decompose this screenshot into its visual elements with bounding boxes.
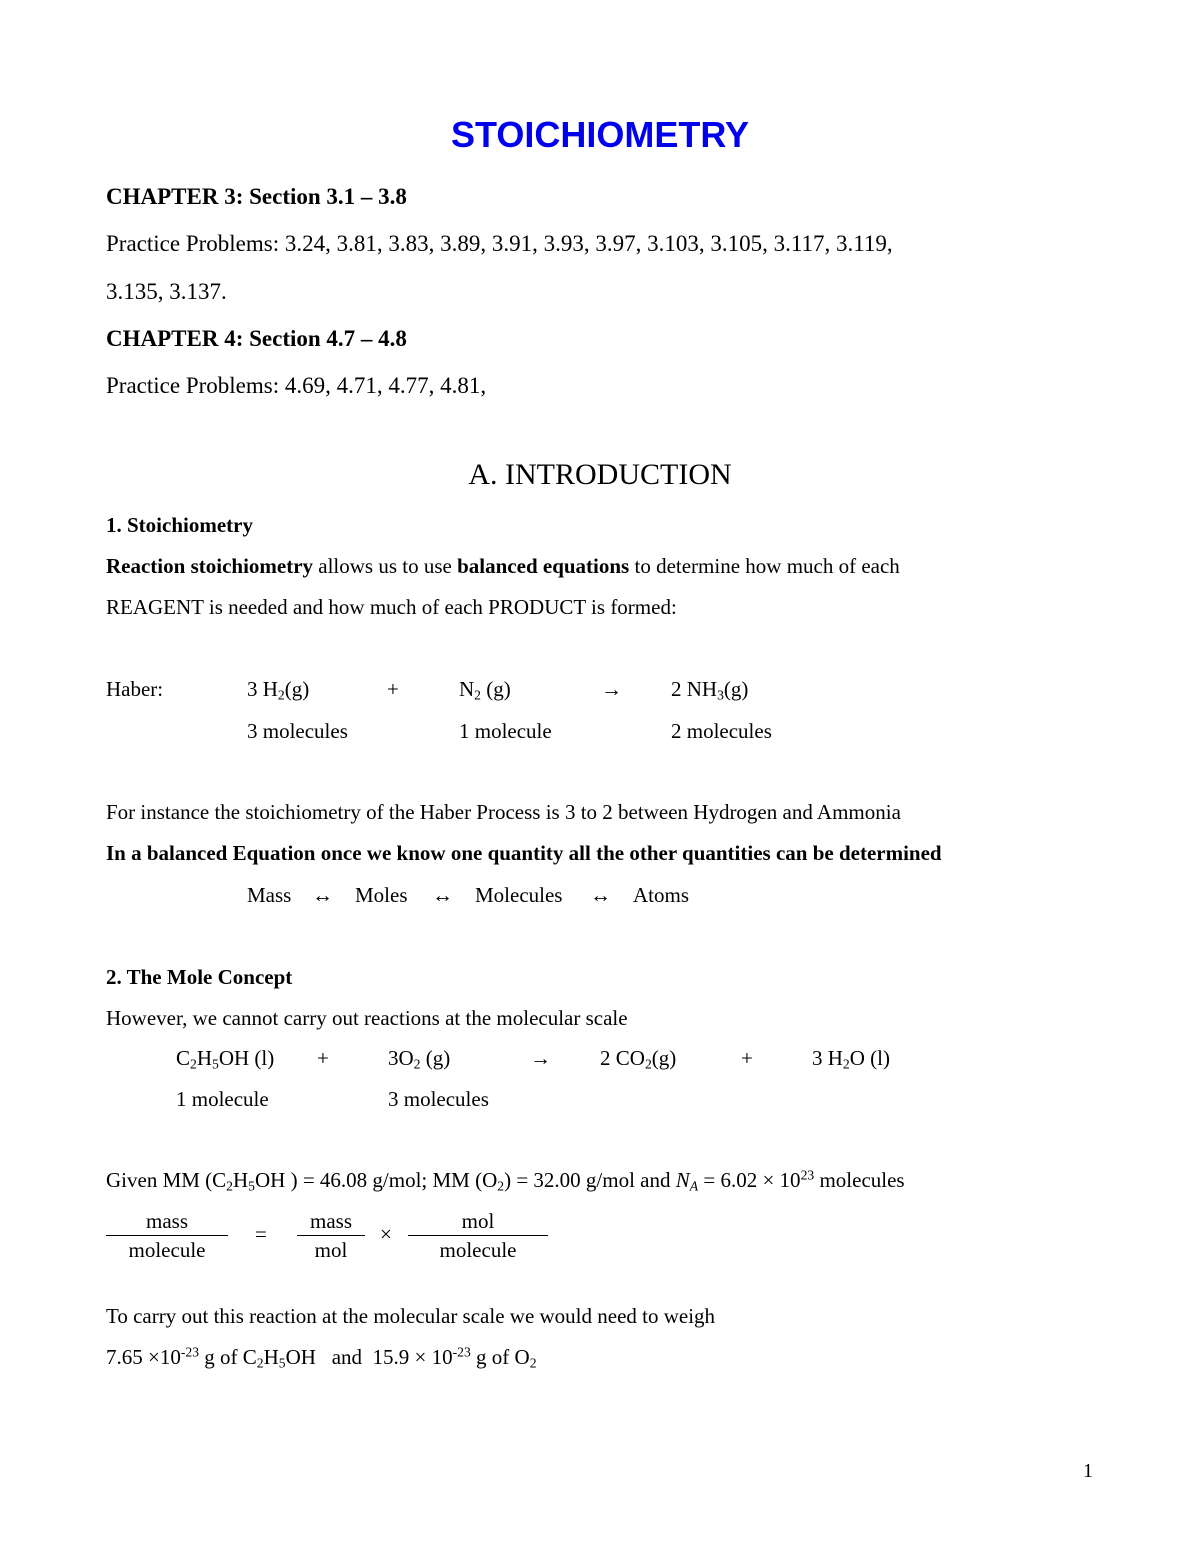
chain-molecules: Molecules [475, 883, 563, 907]
haber-plus: + [387, 677, 399, 701]
weigh-text: g of C [199, 1345, 257, 1369]
subscript: 2 [256, 1355, 264, 1371]
subscript: 5 [212, 1056, 219, 1072]
chain-atoms: Atoms [633, 883, 690, 907]
subscript: 2 [190, 1056, 197, 1072]
fraction-bar [106, 1235, 228, 1236]
subscript: 2 [277, 687, 285, 703]
text-part: to determine how much of each [629, 554, 900, 578]
chain-moles: Moles [355, 883, 408, 907]
subscript: 2 [644, 1056, 652, 1072]
formula-text: (g) [420, 1046, 451, 1070]
subscript: 2 [529, 1355, 537, 1371]
document-title: STOICHIOMETRY [450, 114, 750, 155]
fraction-bar [297, 1235, 365, 1236]
given-text: = 6.02 × 10 [698, 1168, 801, 1192]
given-text: Given MM (C [106, 1168, 227, 1192]
given-text: molecules [814, 1168, 905, 1192]
combustion-arrow: → [530, 1046, 551, 1070]
section-a-heading: A. INTRODUCTION [468, 458, 732, 491]
superscript: -23 [180, 1344, 200, 1360]
fraction-denominator: molecule [128, 1238, 206, 1262]
haber-molecules-1: 3 molecules [247, 719, 348, 743]
balanced-equation-statement: In a balanced Equation once we know one quantity all the other quantities can be determined [106, 841, 942, 865]
chain-arrow-3: ↔ [590, 883, 611, 907]
fraction-bar [408, 1235, 548, 1236]
formula-text: (g) [651, 1046, 677, 1070]
fraction-numerator: mol [461, 1209, 495, 1233]
formula-text: C [176, 1046, 191, 1070]
formula-text: 2 NH [671, 677, 718, 701]
haber-product-ammonia [671, 677, 748, 702]
combustion-ethanol [176, 1046, 274, 1071]
page-number: 1 [1083, 1460, 1093, 1482]
weigh-text: OH and 15.9 × 10 [285, 1345, 453, 1369]
subscript: 2 [226, 1178, 233, 1194]
subscript: 2 [474, 687, 481, 703]
given-molar-masses [106, 1168, 905, 1193]
haber-molecules-3: 2 molecules [671, 719, 772, 743]
subscript: 2 [497, 1178, 505, 1194]
fraction-numerator: mass [146, 1209, 188, 1233]
subsection-1-heading: 1. Stoichiometry [106, 513, 253, 537]
fraction-denominator: molecule [439, 1238, 517, 1262]
subscript: 5 [278, 1355, 286, 1371]
fraction-mass-per-mol [297, 1208, 365, 1263]
times-sign: × [380, 1222, 392, 1246]
haber-reactant-nitrogen [459, 677, 511, 702]
subscript: 3 [717, 687, 724, 703]
haber-molecules-2: 1 molecule [459, 719, 552, 743]
formula-text: 3 H [247, 677, 278, 701]
combustion-water [812, 1046, 890, 1071]
chapter-3-heading: CHAPTER 3: Section 3.1 – 3.8 [106, 184, 407, 209]
formula-text: 3O [388, 1046, 414, 1070]
text-part: allows us to use [313, 554, 458, 578]
combustion-plus-2: + [741, 1046, 753, 1070]
formula-text: OH (l) [218, 1046, 275, 1070]
formula-text: O (l) [849, 1046, 890, 1070]
chain-arrow-1: ↔ [312, 883, 333, 907]
superscript: 23 [800, 1167, 815, 1183]
subscript: 2 [842, 1056, 850, 1072]
stoichiometry-paragraph-line-2: REAGENT is needed and how much of each PRODUCT is formed: [106, 595, 677, 619]
chapter-3-problems-line-1: Practice Problems: 3.24, 3.81, 3.83, 3.89, 3.91, 3.93, 3.97, 3.103, 3.105, 3.117, 3.119, [106, 231, 893, 256]
formula-text: 3 H [812, 1046, 843, 1070]
chapter-3-problems-line-2: 3.135, 3.137. [106, 279, 227, 304]
formula-text: N [459, 677, 475, 701]
subscript: 5 [248, 1178, 255, 1194]
combustion-oxygen [388, 1046, 450, 1071]
haber-arrow: → [601, 677, 622, 701]
subscript: 2 [413, 1056, 421, 1072]
fraction-denominator: mol [314, 1238, 348, 1262]
subsection-2-heading: 2. The Mole Concept [106, 965, 293, 989]
given-text: H [233, 1168, 249, 1192]
weigh-text: 7.65 ×10 [106, 1345, 181, 1369]
bold-balanced-equations: balanced equations [457, 554, 630, 578]
combustion-molecules-2: 3 molecules [388, 1087, 489, 1111]
haber-label: Haber: [106, 677, 164, 701]
formula-text: H [196, 1046, 213, 1070]
subscript: A [689, 1178, 699, 1194]
weigh-values [106, 1345, 537, 1370]
stoichiometry-paragraph-line-1 [106, 554, 900, 579]
avogadro-symbol: N [675, 1168, 690, 1192]
state-text: (g) [284, 677, 310, 701]
weigh-text: H [263, 1345, 279, 1369]
carry-out-text: To carry out this reaction at the molecular scale we would need to weigh [106, 1304, 716, 1328]
chapter-4-problems: Practice Problems: 4.69, 4.71, 4.77, 4.81, [106, 373, 487, 398]
haber-instance-text: For instance the stoichiometry of the Haber Process is 3 to 2 between Hydrogen and Ammonia [106, 800, 901, 824]
fraction-mass-per-molecule [106, 1208, 228, 1263]
chain-arrow-2: ↔ [432, 883, 453, 907]
mole-concept-text: However, we cannot carry out reactions at the molecular scale [106, 1006, 628, 1030]
formula-text: 2 CO [600, 1046, 645, 1070]
fraction-mol-per-molecule [408, 1208, 548, 1263]
combustion-co2 [600, 1046, 676, 1071]
haber-reactant-hydrogen [247, 677, 309, 702]
given-text: ) = 32.00 g/mol and [504, 1168, 676, 1192]
chain-mass: Mass [247, 883, 292, 907]
combustion-molecules-1: 1 molecule [176, 1087, 269, 1111]
state-text: (g) [723, 677, 749, 701]
fraction-numerator: mass [310, 1209, 352, 1233]
superscript: -23 [452, 1344, 471, 1360]
chapter-4-heading: CHAPTER 4: Section 4.7 – 4.8 [106, 326, 407, 351]
combustion-plus-1: + [317, 1046, 329, 1070]
bold-reaction-stoichiometry: Reaction stoichiometry [106, 554, 314, 578]
weigh-text: g of O [470, 1345, 530, 1369]
equals-sign: = [255, 1222, 267, 1246]
state-text: (g) [481, 677, 511, 701]
given-text: OH ) = 46.08 g/mol; MM (O [255, 1168, 498, 1192]
